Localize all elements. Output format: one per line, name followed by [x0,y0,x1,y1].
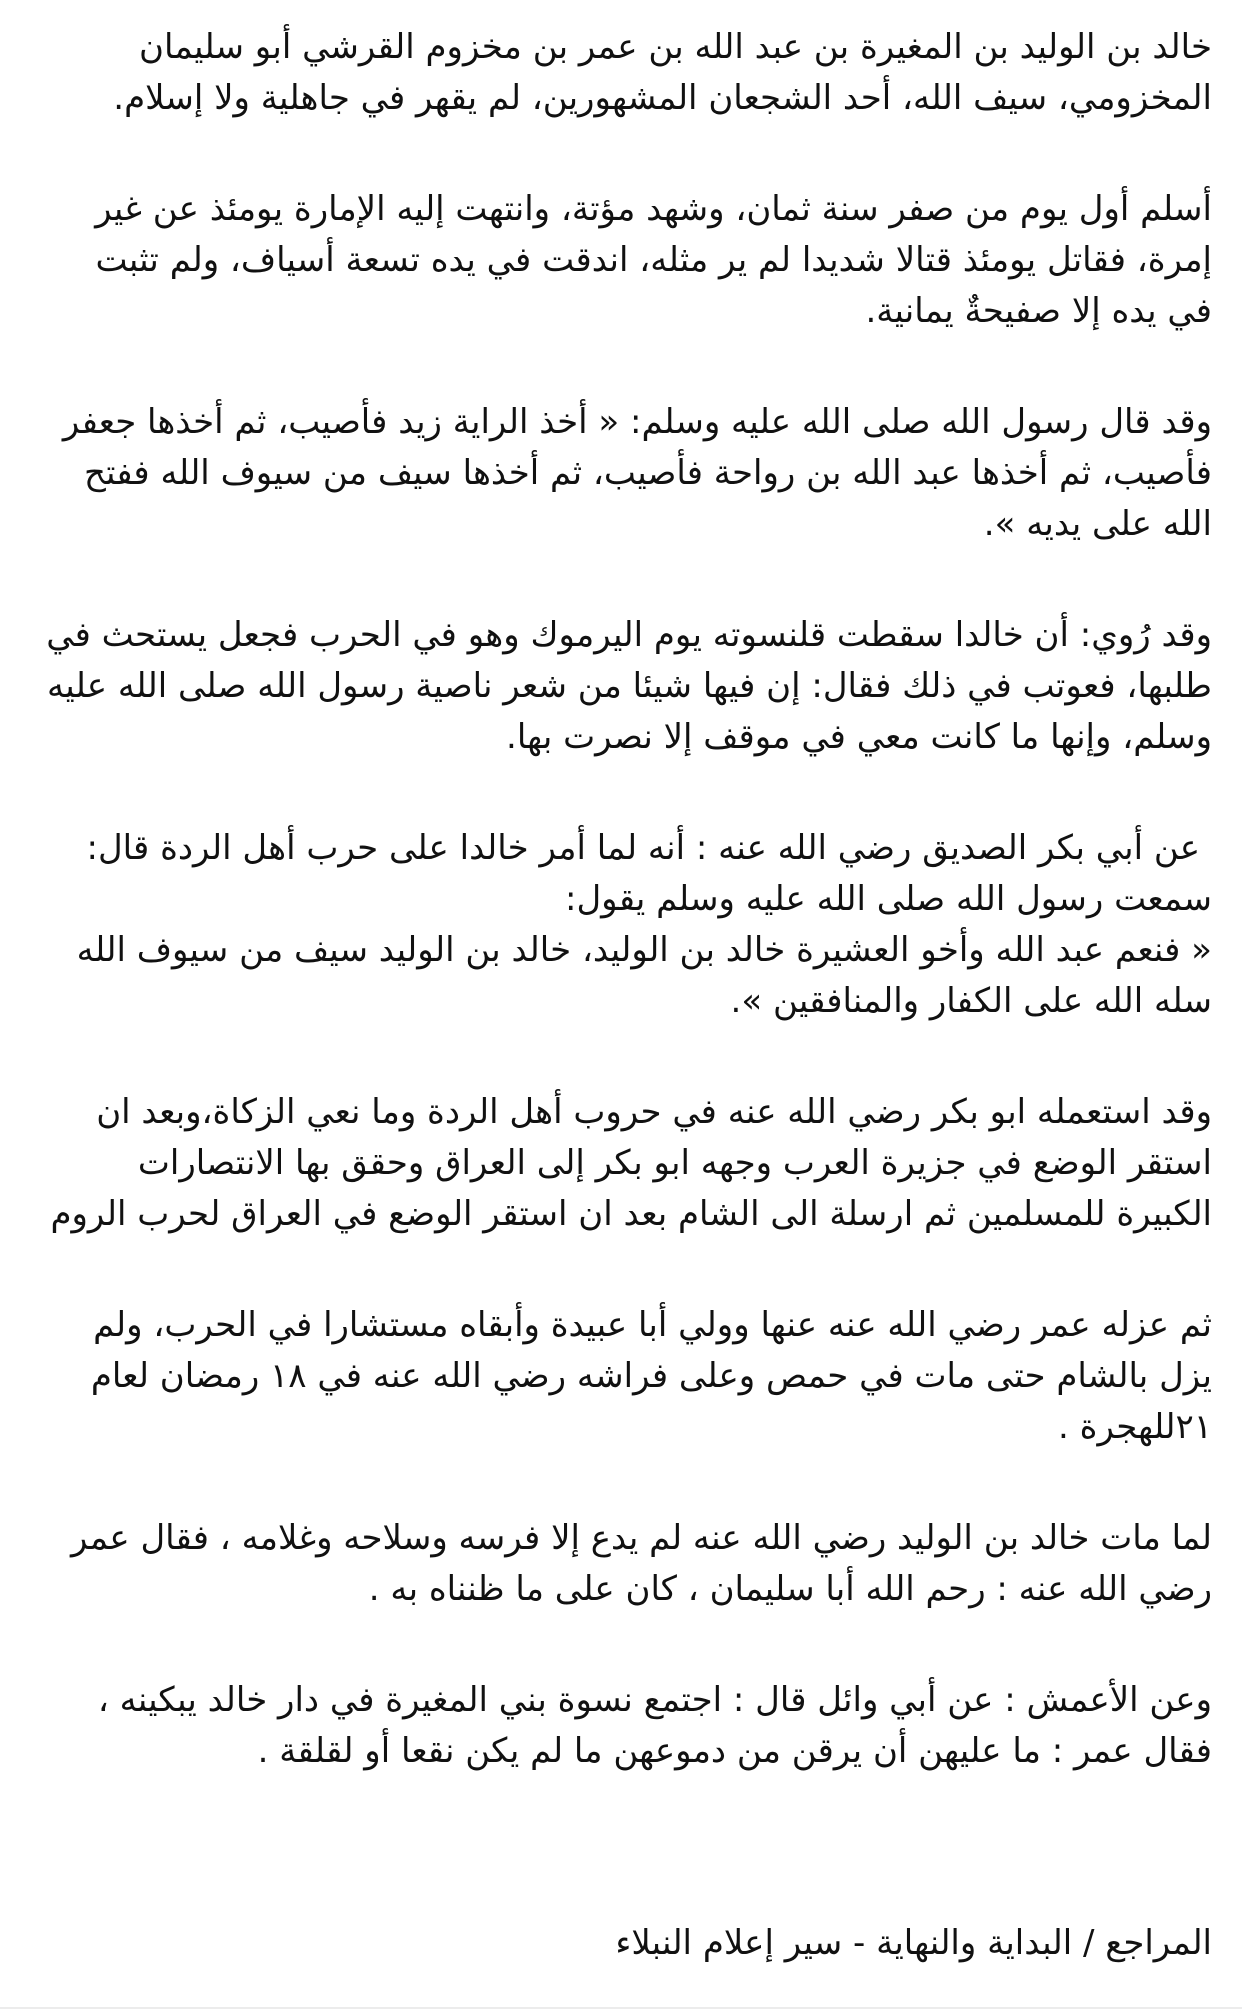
paragraph-3 [32,397,1212,550]
paragraph-8 [32,1513,1212,1615]
text-line: سله الله على الكفار والمنافقين ». [730,981,1212,1021]
paragraph-5 [32,823,1212,1027]
text-line: فأصيب، ثم أخذها عبد الله بن رواحة فأصيب، ثم أخذها سيف من سيوف الله ففتح [84,453,1212,493]
text-line: في يده إلا صفيحةٌ يمانية. [865,291,1212,331]
text-line: سمعت رسول الله صلى الله عليه وسلم يقول: [564,879,1212,919]
text-line: المخزومي، سيف الله، أحد الشجعان المشهورين، لم يقهر في جاهلية ولا إسلام. [113,78,1212,118]
text-line: استقر الوضع في جزيرة العرب وجهه ابو بكر إلى العراق وحقق بها الانتصارات [137,1143,1212,1183]
text-line: الكبيرة للمسلمين ثم ارسلة الى الشام بعد ان استقر الوضع في العراق لحرب الروم [50,1194,1212,1234]
text-line: وقد استعمله ابو بكر رضي الله عنه في حروب أهل الردة وما نعي الزكاة،وبعد ان [96,1092,1212,1132]
bottom-divider [0,2007,1242,2009]
text-line: وسلم، وإنها ما كانت معي في موقف إلا نصرت بها. [506,717,1212,757]
text-line: رضي الله عنه : رحم الله أبا سليمان ، كان على ما ظنناه به . [368,1569,1212,1609]
text-line: ثم عزله عمر رضي الله عنه عنها وولي أبا عبيدة وأبقاه مستشارا في الحرب، ولم [93,1305,1212,1345]
text-line: إمرة، فقاتل يومئذ قتالا شديدا لم ير مثله، اندقت في يده تسعة أسياف، ولم تثبت [95,240,1212,280]
paragraph-1 [32,22,1212,124]
paragraph-6 [32,1087,1212,1240]
text-line: وقد قال رسول الله صلى الله عليه وسلم: « أخذ الراية زيد فأصيب، ثم أخذها جعفر [62,402,1212,442]
paragraph-7 [32,1300,1212,1453]
text-line: يزل بالشام حتى مات في حمص وعلى فراشه رضي الله عنه في ١٨ رمضان لعام [90,1356,1212,1396]
paragraph-9 [32,1675,1212,1777]
paragraph-4 [32,610,1212,763]
text-line: طلبها، فعوتب في ذلك فقال: إن فيها شيئا من شعر ناصية رسول الله صلى الله عليه [47,666,1212,706]
references-line: المراجع / البداية والنهاية - سير إعلام النبلاء [615,1923,1212,1963]
text-line: فقال عمر : ما عليهن أن يرقن من دموعهن ما لم يكن نقعا أو لقلقة . [257,1731,1212,1771]
paragraph-2 [32,184,1212,337]
text-line: وقد رُوي: أن خالدا سقطت قلنسوته يوم اليرموك وهو في الحرب فجعل يستحث في [46,615,1212,655]
text-line: الله على يديه ». [983,504,1212,544]
text-line: ٢١للهجرة . [1058,1407,1212,1447]
text-line: خالد بن الوليد بن المغيرة بن عبد الله بن عمر بن مخزوم القرشي أبو سليمان [139,27,1212,67]
text-line: لما مات خالد بن الوليد رضي الله عنه لم يدع إلا فرسه وسلاحه وغلامه ، فقال عمر [70,1518,1212,1558]
text-line: عن أبي بكر الصديق رضي الله عنه : أنه لما أمر خالدا على حرب أهل الردة قال: [86,828,1200,868]
text-line: « فنعم عبد الله وأخو العشيرة خالد بن الوليد، خالد بن الوليد سيف من سيوف الله [76,930,1212,970]
text-line: وعن الأعمش : عن أبي وائل قال : اجتمع نسوة بني المغيرة في دار خالد يبكينه ، [97,1680,1212,1720]
article-body [32,22,1212,1837]
text-line: أسلم أول يوم من صفر سنة ثمان، وشهد مؤتة، وانتهت إليه الإمارة يومئذ عن غير [95,189,1212,229]
